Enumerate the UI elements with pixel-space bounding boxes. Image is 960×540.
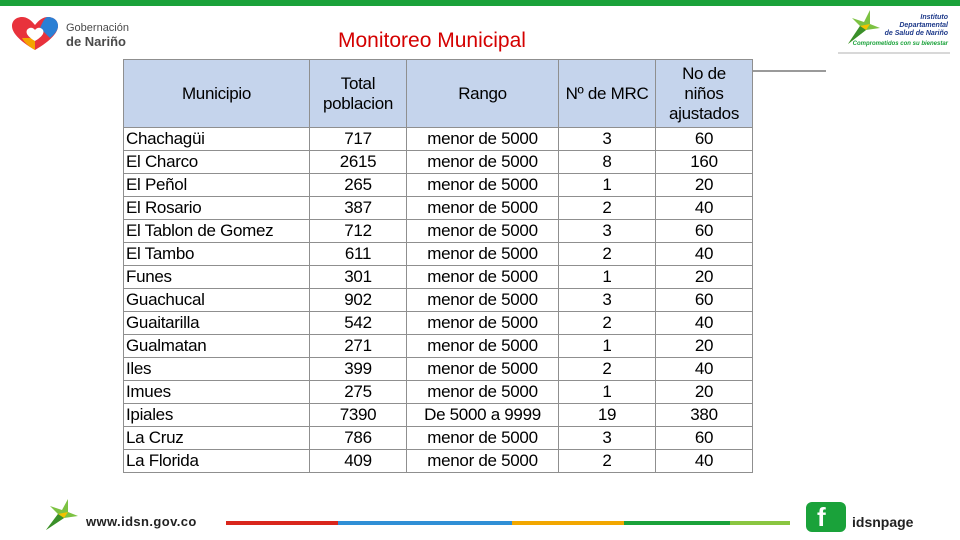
cell-mrc: 2 bbox=[559, 243, 656, 266]
table-row bbox=[124, 335, 753, 358]
cell-poblacion: 7390 bbox=[310, 404, 407, 427]
heart-logo-icon bbox=[10, 16, 60, 52]
cell-poblacion: 265 bbox=[310, 174, 407, 197]
table-row bbox=[124, 243, 753, 266]
instituto-underline bbox=[838, 52, 950, 54]
cell-municipio: Iles bbox=[124, 358, 310, 381]
municipios-table bbox=[123, 59, 753, 473]
cell-rango: menor de 5000 bbox=[407, 358, 559, 381]
stripe-red bbox=[226, 521, 338, 525]
header-poblacion: Total poblacion bbox=[310, 60, 407, 128]
cell-rango: menor de 5000 bbox=[407, 220, 559, 243]
cell-municipio: Chachagüi bbox=[124, 128, 310, 151]
cell-poblacion: 717 bbox=[310, 128, 407, 151]
table-row bbox=[124, 450, 753, 473]
cell-rango: menor de 5000 bbox=[407, 174, 559, 197]
cell-mrc: 2 bbox=[559, 197, 656, 220]
cell-rango: menor de 5000 bbox=[407, 128, 559, 151]
cell-ninos: 40 bbox=[656, 450, 753, 473]
cell-mrc: 3 bbox=[559, 128, 656, 151]
cell-poblacion: 271 bbox=[310, 335, 407, 358]
stripe-orange bbox=[512, 521, 624, 525]
cell-rango: menor de 5000 bbox=[407, 427, 559, 450]
cell-municipio: Imues bbox=[124, 381, 310, 404]
cell-ninos: 40 bbox=[656, 243, 753, 266]
cell-poblacion: 712 bbox=[310, 220, 407, 243]
cell-rango: menor de 5000 bbox=[407, 266, 559, 289]
table-row bbox=[124, 174, 753, 197]
cell-rango: menor de 5000 bbox=[407, 381, 559, 404]
cell-rango: menor de 5000 bbox=[407, 312, 559, 335]
cell-mrc: 2 bbox=[559, 312, 656, 335]
header-municipio: Municipio bbox=[124, 60, 310, 128]
cell-municipio: El Tambo bbox=[124, 243, 310, 266]
cell-municipio: Ipiales bbox=[124, 404, 310, 427]
cell-ninos: 60 bbox=[656, 427, 753, 450]
cell-mrc: 1 bbox=[559, 174, 656, 197]
cell-poblacion: 275 bbox=[310, 381, 407, 404]
cell-poblacion: 542 bbox=[310, 312, 407, 335]
header-rango: Rango bbox=[407, 60, 559, 128]
cell-poblacion: 301 bbox=[310, 266, 407, 289]
instituto-line2: Departamental bbox=[899, 22, 948, 29]
table-header-row bbox=[124, 60, 753, 128]
cell-municipio: Guaitarilla bbox=[124, 312, 310, 335]
table-row bbox=[124, 312, 753, 335]
cell-rango: menor de 5000 bbox=[407, 289, 559, 312]
cell-mrc: 2 bbox=[559, 358, 656, 381]
cell-municipio: El Rosario bbox=[124, 197, 310, 220]
table-row bbox=[124, 381, 753, 404]
cell-poblacion: 409 bbox=[310, 450, 407, 473]
cell-ninos: 20 bbox=[656, 174, 753, 197]
cell-rango: menor de 5000 bbox=[407, 197, 559, 220]
cell-municipio: Funes bbox=[124, 266, 310, 289]
cell-ninos: 40 bbox=[656, 358, 753, 381]
facebook-icon[interactable]: f bbox=[806, 502, 846, 532]
header-mrc: Nº de MRC bbox=[559, 60, 656, 128]
cell-municipio: La Cruz bbox=[124, 427, 310, 450]
cell-municipio: El Peñol bbox=[124, 174, 310, 197]
cell-ninos: 20 bbox=[656, 381, 753, 404]
facebook-page-link[interactable]: idsnpage bbox=[852, 514, 914, 530]
cell-mrc: 2 bbox=[559, 450, 656, 473]
top-accent-bar bbox=[0, 0, 960, 6]
cell-rango: menor de 5000 bbox=[407, 151, 559, 174]
cell-ninos: 60 bbox=[656, 289, 753, 312]
cell-mrc: 1 bbox=[559, 335, 656, 358]
cell-ninos: 380 bbox=[656, 404, 753, 427]
decorative-line bbox=[752, 70, 826, 72]
cell-mrc: 3 bbox=[559, 427, 656, 450]
table-row bbox=[124, 151, 753, 174]
cell-poblacion: 2615 bbox=[310, 151, 407, 174]
cell-municipio: La Florida bbox=[124, 450, 310, 473]
cell-municipio: Gualmatan bbox=[124, 335, 310, 358]
table-row bbox=[124, 358, 753, 381]
gobernacion-line1: Gobernación bbox=[66, 22, 129, 34]
cell-municipio: Guachucal bbox=[124, 289, 310, 312]
cell-mrc: 1 bbox=[559, 381, 656, 404]
table-row bbox=[124, 197, 753, 220]
cell-mrc: 19 bbox=[559, 404, 656, 427]
cell-poblacion: 399 bbox=[310, 358, 407, 381]
cell-ninos: 20 bbox=[656, 335, 753, 358]
cell-ninos: 60 bbox=[656, 220, 753, 243]
instituto-slogan: Comprometidos con su bienestar bbox=[852, 41, 948, 47]
stripe-green bbox=[624, 521, 730, 525]
table-row bbox=[124, 128, 753, 151]
website-link[interactable]: www.idsn.gov.co bbox=[86, 514, 197, 529]
instituto-line1: Instituto bbox=[920, 14, 948, 21]
gobernacion-line2: de Nariño bbox=[66, 34, 126, 49]
instituto-logo bbox=[836, 8, 954, 58]
table-row bbox=[124, 220, 753, 243]
header-ninos: No de niños ajustados bbox=[656, 60, 753, 128]
cell-rango: menor de 5000 bbox=[407, 335, 559, 358]
cell-rango: De 5000 a 9999 bbox=[407, 404, 559, 427]
table-row bbox=[124, 427, 753, 450]
cell-mrc: 3 bbox=[559, 220, 656, 243]
cell-mrc: 3 bbox=[559, 289, 656, 312]
cell-rango: menor de 5000 bbox=[407, 450, 559, 473]
table-row bbox=[124, 289, 753, 312]
stripe-lightgreen bbox=[730, 521, 790, 525]
cell-municipio: El Charco bbox=[124, 151, 310, 174]
footer-color-stripes bbox=[226, 521, 790, 525]
page-title: Monitoreo Municipal bbox=[338, 29, 526, 52]
stripe-blue bbox=[338, 521, 512, 525]
cell-poblacion: 387 bbox=[310, 197, 407, 220]
table-row bbox=[124, 266, 753, 289]
idsn-star-logo-icon bbox=[44, 498, 80, 532]
table-row bbox=[124, 404, 753, 427]
gobernacion-logo bbox=[10, 14, 150, 54]
cell-ninos: 60 bbox=[656, 128, 753, 151]
cell-mrc: 1 bbox=[559, 266, 656, 289]
cell-municipio: El Tablon de Gomez bbox=[124, 220, 310, 243]
instituto-line3: de Salud de Nariño bbox=[884, 30, 948, 37]
cell-ninos: 20 bbox=[656, 266, 753, 289]
cell-poblacion: 902 bbox=[310, 289, 407, 312]
cell-ninos: 40 bbox=[656, 312, 753, 335]
cell-ninos: 160 bbox=[656, 151, 753, 174]
cell-poblacion: 611 bbox=[310, 243, 407, 266]
cell-rango: menor de 5000 bbox=[407, 243, 559, 266]
cell-poblacion: 786 bbox=[310, 427, 407, 450]
cell-ninos: 40 bbox=[656, 197, 753, 220]
cell-mrc: 8 bbox=[559, 151, 656, 174]
